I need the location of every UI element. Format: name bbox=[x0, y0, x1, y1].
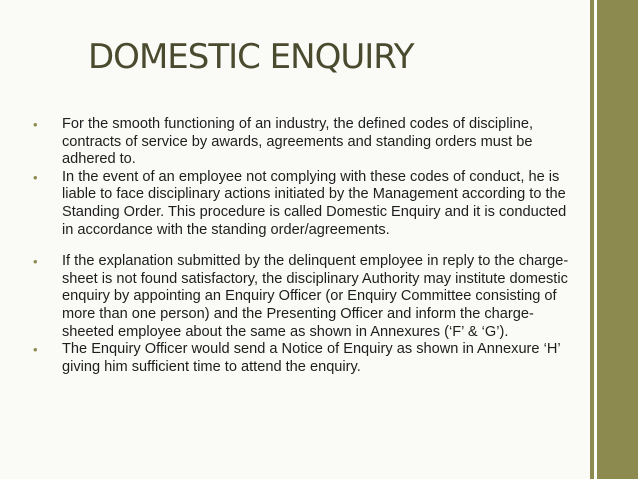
bullet-icon: • bbox=[33, 169, 38, 185]
bullet-icon: • bbox=[33, 117, 38, 132]
bullet-text: If the explanation submitted by the delinquent employee in reply to the charge-sheet is not found satisfactory, the disciplinary Authority may institute domestic enquiry by appointing an Enquiry Officer (or Enquiry Committee consisting of more than one person) and the Presenting Officer and inform the charge-sheeted employee about the same as shown in Annexures (‘F’ & ‘G’). bbox=[62, 253, 569, 340]
accent-bar bbox=[597, 0, 638, 479]
bullet-icon: • bbox=[33, 254, 38, 270]
bullet-list bbox=[33, 116, 573, 376]
bullet-text: The Enquiry Officer would send a Notice of Enquiry as shown in Annexure ‘H’ giving him sufficient time to attend the enquiry. bbox=[62, 341, 561, 375]
bullet-text: In the event of an employee not complying with these codes of conduct, he is liable to face disciplinary actions initiated by the Management according to the Standing Order. This procedure is called Domestic Enquiry and it is conducted in accordance with the standing order/agreements. bbox=[62, 168, 567, 238]
bullet-text: For the smooth functioning of an industry, the defined codes of discipline, contracts of service by awards, agreements and standing orders must be adhered to. bbox=[62, 116, 534, 168]
bullet-item bbox=[33, 253, 573, 341]
bullet-icon: • bbox=[33, 342, 38, 358]
slide-title: DOMESTIC ENQUIRY bbox=[88, 37, 414, 77]
accent-stripe-thin bbox=[590, 0, 594, 479]
bullet-item bbox=[33, 169, 573, 239]
bullet-item bbox=[33, 341, 573, 376]
bullet-item bbox=[33, 116, 573, 169]
